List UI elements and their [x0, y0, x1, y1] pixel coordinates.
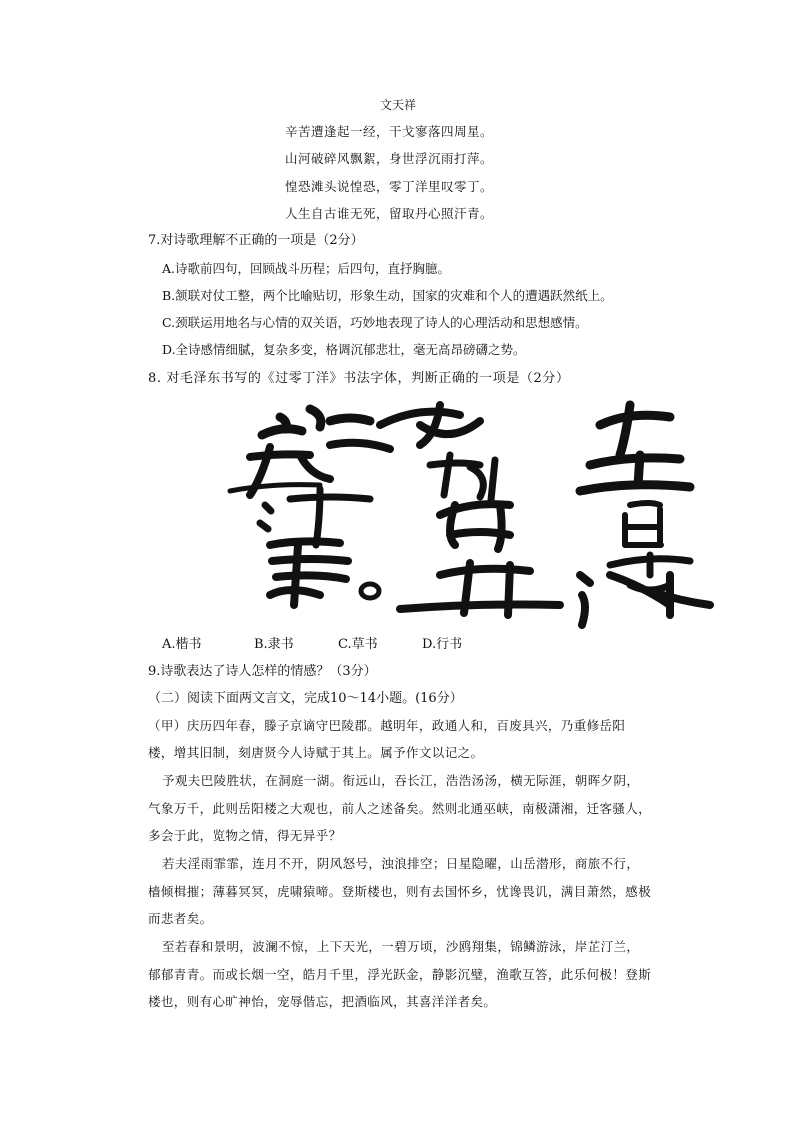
- passage-paragraph-1-line-2: 楼，增其旧制，刻唐贤今人诗赋于其上。属予作文以记之。: [148, 745, 484, 760]
- poem-line-2: 山河破碎风飘絮，身世浮沉雨打萍。: [285, 151, 494, 166]
- question-8-option-b: B.隶书: [254, 637, 294, 652]
- passage-paragraph-4-line-2: 郁郁青青。而或长烟一空，皓月千里，浮光跃金，静影沉璧，渔歌互答，此乐何极！登斯: [148, 967, 652, 982]
- question-7-option-a: A.诗歌前四句，回顾战斗历程；后四句，直抒胸臆。: [162, 261, 451, 276]
- section-2-heading: （二）阅读下面两文言文，完成10～14小题。(16分）: [148, 691, 463, 706]
- passage-paragraph-1-line-1: （甲）庆历四年春，滕子京谪守巴陵郡。越明年，政通人和，百废具兴，乃重修岳阳: [148, 718, 626, 733]
- question-7-option-c: C.颈联运用地名与心情的双关语，巧妙地表现了诗人的心理活动和思想感情。: [162, 315, 588, 330]
- question-8-stem: 8. 对毛泽东书写的《过零丁洋》书法字体，判断正确的一项是（2分）: [148, 371, 570, 386]
- calligraphy-image: [210, 395, 730, 630]
- poem-line-4: 人生自古谁无死，留取丹心照汗青。: [285, 206, 494, 221]
- question-8-option-c: C.草书: [338, 637, 378, 652]
- question-7-stem: 7.对诗歌理解不正确的一项是（2分）: [148, 233, 364, 248]
- question-9-stem: 9.诗歌表达了诗人怎样的情感？（3分）: [148, 664, 377, 679]
- question-8-options: [162, 636, 462, 654]
- passage-paragraph-2-line-3: 多会于此，览物之情，得无异乎？: [148, 828, 342, 843]
- passage-paragraph-4-line-3: 楼也，则有心旷神怡，宠辱偕忘，把酒临风，其喜洋洋者矣。: [148, 994, 497, 1009]
- question-8-option-d: D.行书: [422, 637, 463, 652]
- poem-line-3: 惶恐滩头说惶恐，零丁洋里叹零丁。: [285, 179, 494, 194]
- poem-line-1: 辛苦遭逢起一经，干戈寥落四周星。: [285, 124, 494, 139]
- passage-paragraph-2-line-2: 气象万千，此则岳阳楼之大观也，前人之述备矣。然则北通巫峡，南极潇湘，迁客骚人，: [148, 801, 652, 816]
- question-7-option-d: D.全诗感情细腻，复杂多变，格调沉郁悲壮，毫无高昂磅礴之势。: [162, 342, 526, 357]
- passage-paragraph-4-line-1: 至若春和景明，波澜不惊，上下天光，一碧万顷，沙鸥翔集，锦鳞游泳，岸芷汀兰，: [162, 939, 640, 954]
- passage-paragraph-3-line-3: 而悲者矣。: [148, 911, 213, 926]
- question-7-option-b: B.颔联对仗工整，两个比喻贴切，形象生动，国家的灾难和个人的遭遇跃然纸上。: [162, 288, 613, 303]
- poem-author: 文天祥: [380, 98, 417, 112]
- passage-paragraph-3-line-2: 樯倾楫摧；薄暮冥冥，虎啸猿啼。登斯楼也，则有去国怀乡，忧谗畏讥，满目萧然，感极: [148, 884, 652, 899]
- question-8-option-a: A.楷书: [162, 637, 202, 652]
- passage-paragraph-3-line-1: 若夫淫雨霏霏，连月不开，阴风怒号，浊浪排空；日星隐曜，山岳潜形，商旅不行，: [162, 856, 640, 871]
- passage-paragraph-2-line-1: 予观夫巴陵胜状，在洞庭一湖。衔远山，吞长江，浩浩汤汤，横无际涯，朝晖夕阴，: [162, 773, 640, 788]
